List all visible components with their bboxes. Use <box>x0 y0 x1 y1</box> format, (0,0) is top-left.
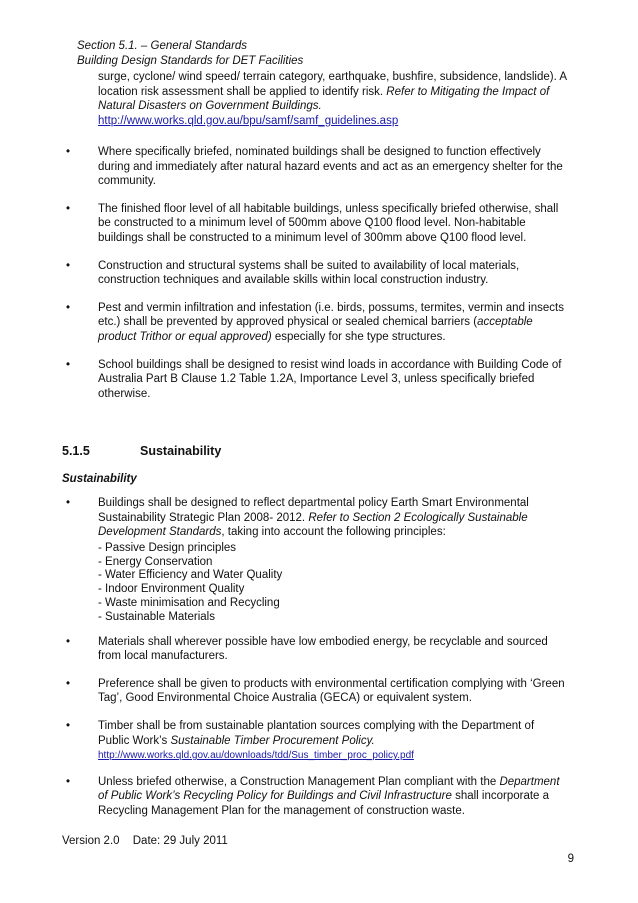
section-number: 5.1.5 <box>62 444 90 458</box>
page-number: 9 <box>567 853 574 865</box>
continued-text: surge, cyclone/ wind speed/ terrain category, earthquake, bushfire, subsidence, landslide). A location risk assessment shall be applied to identify risk. <box>98 71 567 98</box>
timber-policy-link[interactable]: http://www.works.qld.gov.au/downloads/tdd/Sus_timber_proc_policy.pdf <box>98 750 414 762</box>
list-item: • Construction and structural systems shall be suited to availability of local materials, construction techniques and available skills within local construction industry. <box>66 259 520 287</box>
page-header <box>77 39 303 69</box>
list-item: • School buildings shall be designed to resist wind loads in accordance with Building Code of Australia Part B Clause 1.2 Table 1.2A, Importance Level 3, unless specifically briefed otherwise. <box>66 358 562 400</box>
subsection-heading: Sustainability <box>62 473 137 485</box>
principles-list <box>98 542 566 625</box>
list-item: • Buildings shall be designed to reflect departmental policy Earth Smart Environmental Sustainability Strategic Plan 2008- 2012. Refer to Section 2 Ecologically Sustainable Development Standards, taking into account the following principles: - Passive Design principles - Energy Conservation - Water Efficiency and Water Quality - Indoor Environment Quality - Waste minimisation and Recycling - Sustainable Materials <box>66 496 566 625</box>
bullet-icon: • <box>66 497 71 509</box>
bullet-icon: • <box>66 677 71 690</box>
header-subtitle: Building Design Standards for DET Facilities <box>77 55 304 67</box>
bullet-icon: • <box>66 301 71 314</box>
principle-item: - Indoor Environment Quality <box>98 583 245 596</box>
list-item: • Timber shall be from sustainable plantation sources complying with the Department of Public Work’s Sustainable Timber Procurement Policy. http://www.works.qld.gov.au/downloads/tdd/Sus_timber_proc_policy.pdf <box>66 719 535 762</box>
principle-item: - Sustainable Materials <box>98 610 215 623</box>
bullet-icon: • <box>66 358 71 371</box>
continued-reference: Refer to Mitigating the Impact of Natural Disasters on Government Buildings. <box>98 85 550 113</box>
list-item: • Unless briefed otherwise, a Construction Management Plan compliant with the Department of Public Work’s Recycling Policy for Buildings and Civil Infrastructure shall incorporate a Recycling Management Plan for the management of construction waste. <box>66 775 560 817</box>
principle-item: - Passive Design principles <box>98 541 237 554</box>
top-bullet-list <box>66 145 566 401</box>
principle-item: - Water Efficiency and Water Quality <box>98 569 283 582</box>
samf-guidelines-link[interactable]: http://www.works.qld.gov.au/bpu/samf/samf_guidelines.asp <box>98 114 399 127</box>
footer-version: Version 2.0 <box>62 835 120 847</box>
list-item: • Pest and vermin infiltration and infestation (i.e. birds, possums, termites, vermin and insects etc.) shall be prevented by approved physical or sealed chemical barriers (acceptable product Trithor or equal approved) especially for she type structures. <box>66 301 564 343</box>
bullet-icon: • <box>66 719 71 732</box>
bullet-icon: • <box>66 259 71 272</box>
header-section: Section 5.1. – General Standards <box>77 40 248 52</box>
bullet-icon: • <box>66 146 71 158</box>
list-item: • Where specifically briefed, nominated buildings shall be designed to function effectively during and immediately after natural hazard events and act as an emergency shelter for the community. <box>66 146 563 188</box>
bullet-icon: • <box>66 635 71 648</box>
principle-item: - Energy Conservation <box>98 555 213 568</box>
bullet-icon: • <box>66 202 71 215</box>
principle-item: - Waste minimisation and Recycling <box>98 596 280 609</box>
footer-date: Date: 29 July 2011 <box>132 835 228 847</box>
bullet-icon: • <box>66 775 71 788</box>
list-item: • Materials shall wherever possible have low embodied energy, be recyclable and sourced from local manufacturers. <box>66 635 548 663</box>
list-item: • The finished floor level of all habitable buildings, unless specifically briefed otherwise, shall be constructed to a minimum level of 500mm above Q100 flood level. Non-habitable buildings shall be constructed to a minimum level of 300mm above Q100 flood level. <box>66 202 559 244</box>
list-item: • Preference shall be given to products with environmental certification complying with ‘Green Tag’, Good Environmental Choice Australia (GECA) or equivalent system. <box>66 677 565 705</box>
section-title: Sustainability <box>140 444 222 458</box>
continued-paragraph <box>98 70 568 128</box>
sustainability-bullet-list <box>66 496 566 819</box>
page-footer <box>62 835 238 847</box>
